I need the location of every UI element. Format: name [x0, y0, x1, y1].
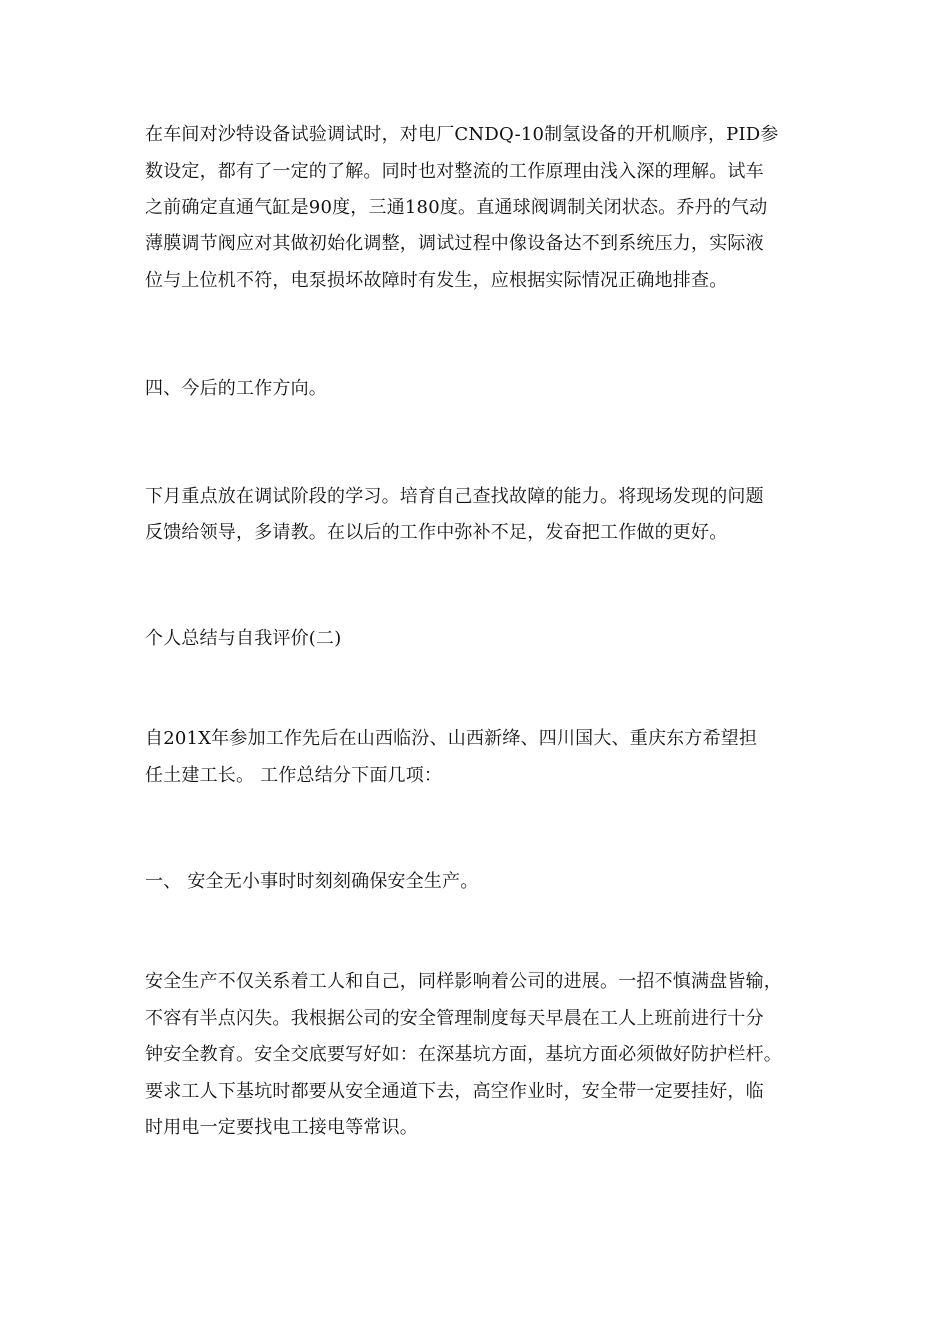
- body-text-line: 自201X年参加工作先后在山西临汾、山西新绛、四川国大、重庆东方希望担: [145, 728, 758, 749]
- body-text-line: 安全生产不仅关系着工人和自己，同样影响着公司的进展。一招不慎满盘皆输，: [145, 971, 782, 992]
- body-text-line: 钟安全教育。安全交底要写好如：在深基坑方面，基坑方面必须做好防护栏杆。: [145, 1044, 782, 1065]
- body-text-line: 数设定，都有了一定的了解。同时也对整流的工作原理由浅入深的理解。试车: [145, 161, 764, 182]
- body-text-line: 之前确定直通气缸是90度，三通180度。直通球阀调制关闭状态。乔丹的气动: [145, 197, 768, 218]
- section-heading: 一、 安全无小事时时刻刻确保安全生产。: [145, 871, 479, 892]
- body-text-line: 要求工人下基坑时都要从安全通道下去，高空作业时，安全带一定要挂好，临: [145, 1081, 764, 1102]
- body-text-line: 在车间对沙特设备试验调试时，对电厂CNDQ-10制氢设备的开机顺序，PID参: [145, 124, 779, 145]
- body-text-line: 反馈给领导，多请教。在以后的工作中弥补不足，发奋把工作做的更好。: [145, 522, 728, 543]
- body-text-line: 时用电一定要找电工接电等常识。: [145, 1117, 418, 1138]
- body-text-line: 下月重点放在调试阶段的学习。培育自己查找故障的能力。将现场发现的问题: [145, 486, 764, 507]
- section-heading: 四、今后的工作方向。: [145, 378, 327, 399]
- body-text-line: 任土建工长。 工作总结分下面几项：: [145, 765, 443, 786]
- body-text-line: 薄膜调节阀应对其做初始化调整，调试过程中像设备达不到系统压力，实际液: [145, 233, 764, 254]
- body-text-line: 位与上位机不符，电泵损坏故障时有发生，应根据实际情况正确地排查。: [145, 270, 728, 291]
- section-heading: 个人总结与自我评价(二): [145, 628, 342, 649]
- body-text-line: 不容有半点闪失。我根据公司的安全管理制度每天早晨在工人上班前进行十分: [145, 1008, 764, 1029]
